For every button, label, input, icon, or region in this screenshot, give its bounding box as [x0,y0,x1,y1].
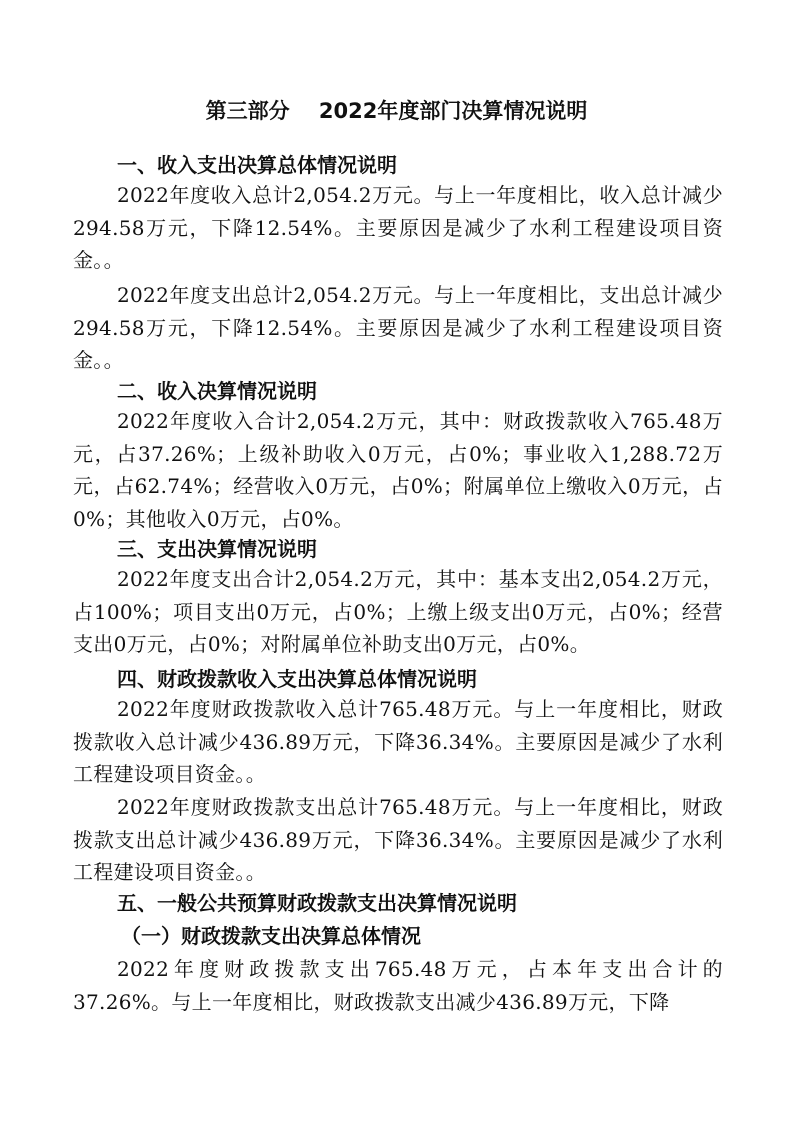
section-heading-3: 三、支出决算情况说明 [117,537,317,561]
page-title: 第三部分 2022年度部门决算情况说明 [205,99,588,123]
section-heading-5: 五、一般公共预算财政拨款支出决算情况说明 [117,891,517,915]
section-heading-2: 二、收入决算情况说明 [117,379,317,403]
section-1-paragraph-2: 2022年度支出总计2,054.2万元。与上一年度相比，支出总计减少294.58万元，下降12.54%。主要原因是减少了水利工程建设项目资金。。 [73,283,723,372]
section-subheading-5-1: （一）财政拨款支出决算总体情况 [121,924,421,948]
section-4-paragraph-1: 2022年度财政拨款收入总计765.48万元。与上一年度相比，财政拨款收入总计减少436.89万元，下降36.34%。主要原因是减少了水利工程建设项目资金。。 [73,697,723,786]
section-5-paragraph-1: 2022年度财政拨款支出765.48万元，占本年支出合计的37.26%。与上一年度相比，财政拨款支出减少436.89万元，下降 [73,957,723,1014]
section-2-paragraph-1: 2022年度收入合计2,054.2万元，其中：财政拨款收入765.48万元，占37.26%；上级补助收入0万元，占0%；事业收入1,288.72万元，占62.74%；经营收入0万元，占0%；附属单位上缴收入0万元，占0%；其他收入0万元，占0%。 [73,409,723,531]
section-heading-4: 四、财政拨款收入支出决算总体情况说明 [117,667,477,691]
section-4-paragraph-2: 2022年度财政拨款支出总计765.48万元。与上一年度相比，财政拨款支出总计减少436.89万元，下降36.34%。主要原因是减少了水利工程建设项目资金。。 [73,795,723,884]
section-1-paragraph-1: 2022年度收入总计2,054.2万元。与上一年度相比，收入总计减少294.58万元，下降12.54%。主要原因是减少了水利工程建设项目资金。。 [73,183,723,272]
section-3-paragraph-1: 2022年度支出合计2,054.2万元，其中：基本支出2,054.2万元，占100%；项目支出0万元，占0%；上缴上级支出0万元，占0%；经营支出0万元，占0%；对附属单位补助支出0万元，占0%。 [73,567,723,656]
section-heading-1: 一、收入支出决算总体情况说明 [117,153,397,177]
